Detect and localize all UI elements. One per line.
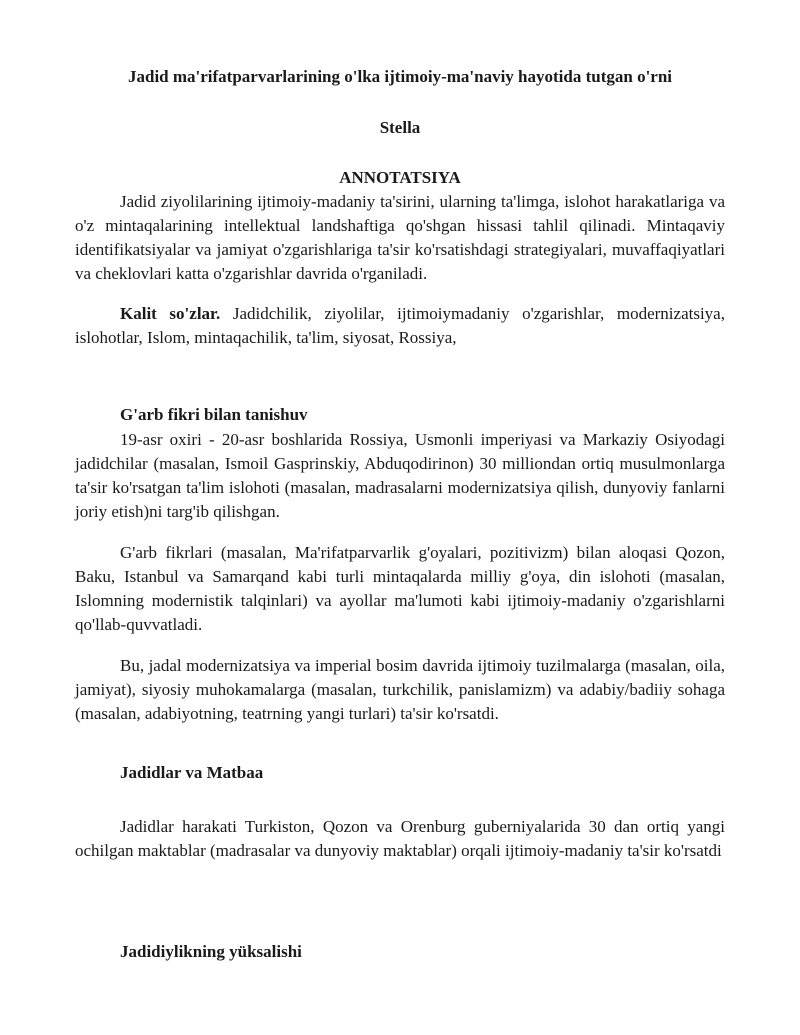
section-heading-rise-of-jadidism: Jadidiylikning yüksalishi — [120, 942, 302, 961]
annotation-heading: ANNOTATSIYA — [339, 168, 461, 187]
annotation-paragraph: Jadid ziyolilarining ijtimoiy-madaniy ta'sirini, ularning ta'limga, islohot harakatlariga va o'z mintaqalarining intellektual landshaftiga qo'shgan hissasi tahlil qilinadi. Mintaqaviy identifikatsiyalar va jamiyat o'zgarishlariga ta'sir ko'rsatishdagi strategiyalari, muvaffaqiyatlari va cheklovlari katta o'zgarishlar davrida o'rganiladi. — [75, 192, 725, 283]
document-title: Jadid ma'rifatparvarlarining o'lka ijtimoiy-ma'naviy hayotida tutgan o'rni — [127, 67, 673, 86]
keywords-paragraph — [75, 302, 725, 350]
section1-paragraph-1: 19-asr oxiri - 20-asr boshlarida Rossiya, Usmonli imperiyasi va Markaziy Osiyodagi jadidchilar (masalan, Ismoil Gasprinskiy, Abduqodirinon) 30 milliondan ortiq musulmonlarga ta'sir ko'rsatgan ta'lim islohoti (masalan, madrasalarni modernizatsiya qilish, dunyoviy fanlarni joriy etish)ni targ'ib qilishgan. — [75, 430, 725, 521]
section1-paragraph-2: G'arb fikrlari (masalan, Ma'rifatparvarlik g'oyalari, pozitivizm) bilan aloqasi Qozon, Baku, Istanbul va Samarqand kabi turli mintaqalarda milliy g'oya, din islohoti (masalan, Islomning modernistik talqinlari) va ayollar ma'lumoti kabi ijtimoiy-madaniy o'zgarishlarni qo'llab-quvvatladi. — [75, 543, 725, 634]
keywords-text: Jadidchilik, ziyolilar, ijtimoiymadaniy o'zgarishlar, modernizatsiya, islohotlar, Islom, mintaqachilik, ta'lim, siyosat, Rossiya, — [75, 304, 725, 347]
section-heading-jadids-and-press: Jadidlar va Matbaa — [120, 763, 264, 782]
keywords-label: Kalit so'zlar. — [120, 304, 221, 323]
section-heading-western-thought: G'arb fikri bilan tanishuv — [120, 405, 308, 424]
author-name: Stella — [379, 118, 421, 137]
section2-paragraph-1: Jadidlar harakati Turkiston, Qozon va Orenburg guberniyalarida 30 dan ortiq yangi ochilgan maktablar (madrasalar va dunyoviy maktablar) orqali ijtimoiy-madaniy ta'sir ko'rsatdi — [75, 817, 725, 860]
section1-paragraph-3: Bu, jadal modernizatsiya va imperial bosim davrida ijtimoiy tuzilmalarga (masalan, oila, jamiyat), siyosiy muhokamalarga (masalan, turkchilik, panislamizm) va adabiy/badiiy sohaga (masalan, adabiyotning, teatrning yangi turlari) ta'sir ko'rsatdi. — [75, 656, 725, 723]
